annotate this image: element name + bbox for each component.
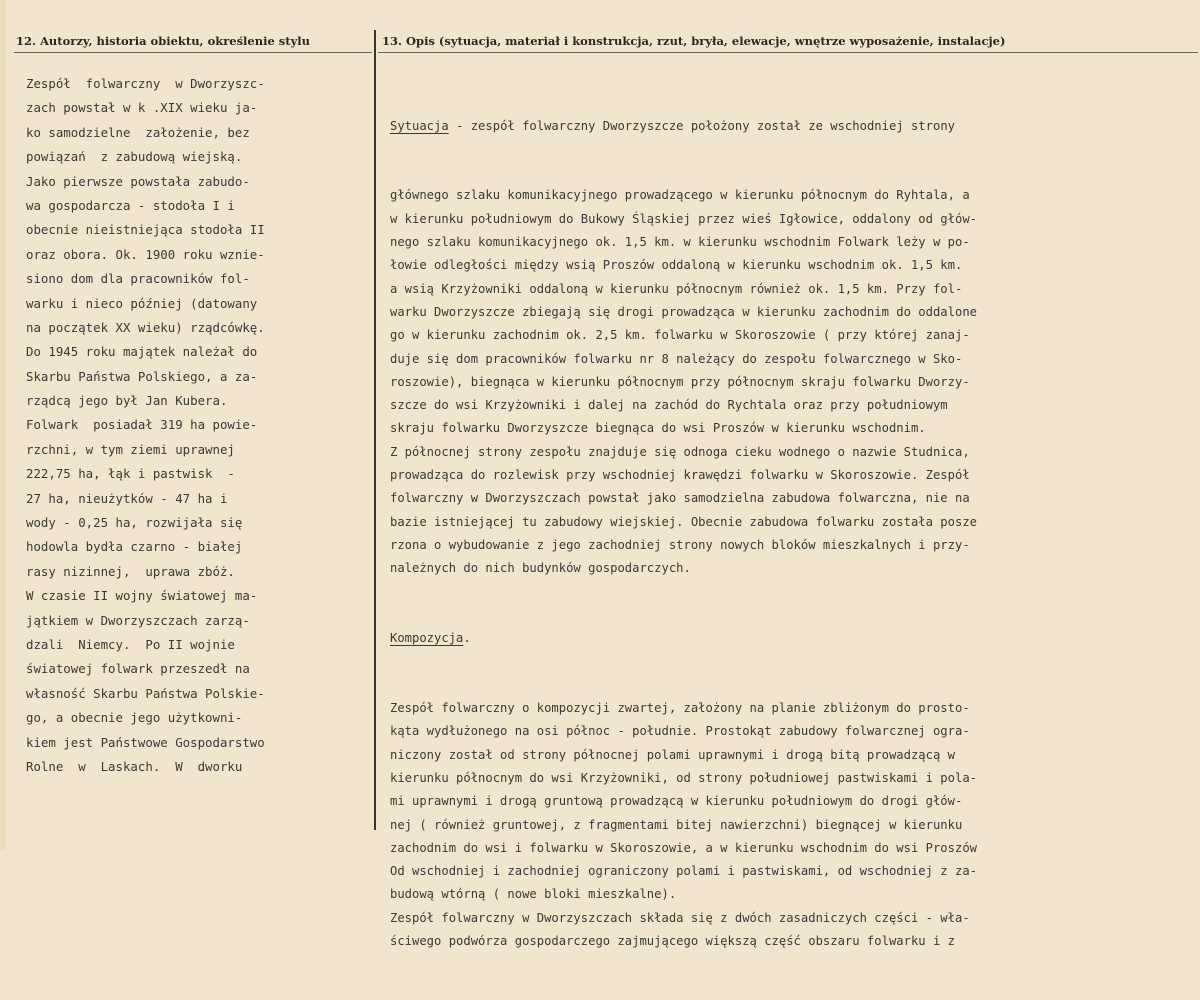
text-line: skraju folwarku Dworzyszcze biegnąca do wsi Proszów w kierunku wschodnim. — [390, 421, 926, 436]
column-divider — [374, 30, 376, 830]
text-line: W czasie II wojny światowej ma- — [26, 588, 258, 604]
text-line: ściwego podwórza gospodarczego zajmującego większą część obszaru folwarku i z — [390, 933, 955, 948]
text-line: zachodnim do wsi i folwarku w Skoroszowie, a w kierunku wschodnim do wsi Proszów — [390, 840, 977, 855]
text-line: go, a obecnie jego użytkowni- — [26, 710, 243, 726]
text-line: Jako pierwsze powstała zabudo- — [26, 173, 250, 189]
text-line: warku Dworzyszcze zbiegają się drogi prowadząca w kierunku zachodnim do oddalone — [390, 304, 977, 319]
text-line: Z północnej strony zespołu znajduje się odnoga cieku wodnego o nazwie Studnica, — [390, 444, 970, 459]
text-line: roszowie), biegnąca w kierunku północnym przy północnym skraju folwarku Dworzy- — [390, 374, 970, 389]
text-line: rzona o wybudowanie z jego zachodniej strony nowych bloków mieszkalnych i przy- — [390, 537, 970, 552]
text-line: oraz obora. Ok. 1900 roku wznie- — [26, 246, 265, 262]
text-line: w kierunku południowym do Bukowy Śląskiej przez wieś Igłowice, oddalony od głów- — [390, 211, 977, 226]
text-line: kierunku północnym do wsi Krzyżowniki, od strony południowej pastwiskami i pola- — [390, 770, 977, 785]
text-line: dzali Niemcy. Po II wojnie — [26, 636, 235, 652]
text-line: Zespół folwarczny o kompozycji zwartej, założony na planie zbliżonym do prosto- — [390, 701, 970, 716]
text-line: własność Skarbu Państwa Polskie- — [26, 685, 265, 701]
text-line: budową wtórną ( nowe bloki mieszkalne). — [390, 887, 677, 902]
text-line: hodowla bydła czarno - białej — [26, 539, 243, 555]
text-line: Folwark posiadał 319 ha powie- — [26, 417, 258, 433]
text-line: wa gospodarcza - stodoła I i — [26, 197, 235, 213]
text-line: nej ( również gruntowej, z fragmentami bitej nawierzchni) biegnącej w kierunku — [390, 817, 963, 832]
text-line: niczony został od strony północnej polami uprawnymi i drogą bitą prowadzącą w — [390, 747, 955, 762]
text-line: a wsią Krzyżowniki oddaloną w kierunku północnym również ok. 1,5 km. Przy fol- — [390, 281, 963, 296]
text-line: 27 ha, nieużytków - 47 ha i — [26, 490, 228, 506]
text-line: nego szlaku komunikacyjnego ok. 1,5 km. w kierunku wschodnim Folwark leży w po- — [390, 235, 970, 250]
text-line: duje się dom pracowników folwarku nr 8 należący do zespołu folwarcznego w Sko- — [390, 351, 963, 366]
text-line: Do 1945 roku majątek należał do — [26, 344, 258, 360]
section-13-header: 13. Opis (sytuacja, materiał i konstrukcja, rzut, bryła, elewacje, wnętrze wyposażenie, instalacje) — [382, 34, 1006, 48]
text-line: folwarczny w Dworzyszczach powstał jako samodzielna zabudowa folwarczna, nie na — [390, 491, 970, 506]
text-line: obecnie nieistniejąca stodoła II — [26, 222, 265, 238]
text-line: warku i nieco później (datowany — [26, 295, 258, 311]
header-rule-right — [378, 52, 1198, 53]
text-line: go w kierunku zachodnim ok. 2,5 km. folwarku w Skoroszowie ( przy której zanaj- — [390, 328, 970, 343]
text-line: rzchni, w tym ziemi uprawnej — [26, 441, 235, 457]
section-12-header: 12. Autorzy, historia obiektu, określenie stylu — [16, 34, 310, 48]
header-rule-left — [14, 52, 372, 53]
text-line: światowej folwark przeszedł na — [26, 661, 250, 677]
situation-first-line: Sytuacja - zespół folwarczny Dworzyszcze położony został ze wschodniej strony — [390, 118, 955, 133]
text-line: Skarbu Państwa Polskiego, a za- — [26, 368, 258, 384]
text-line: wody - 0,25 ha, rozwijała się — [26, 515, 243, 531]
text-line: łowie odległości między wsią Proszów oddaloną w kierunku wschodnim ok. 1,5 km. — [390, 258, 963, 273]
text-line: Zespół folwarczny w Dworzyszczach składa się z dwóch zasadniczych części - wła- — [390, 910, 970, 925]
text-line: powiązań z zabudową wiejską. — [26, 149, 243, 165]
text-line: głównego szlaku komunikacyjnego prowadzącego w kierunku północnym do Ryhtala, a — [390, 188, 970, 203]
text-line: rządcą jego był Jan Kubera. — [26, 393, 228, 409]
composition-heading-line: Kompozycja. — [390, 631, 471, 646]
text-line: siono dom dla pracowników fol- — [26, 271, 250, 287]
text-line: należnych do nich budynków gospodarczych. — [390, 561, 691, 576]
text-line: bazie istniejącej tu zabudowy wiejskiej. Obecnie zabudowa folwarku została posze — [390, 514, 977, 529]
description-text-column — [390, 68, 1200, 1000]
text-line: rasy nizinnej, uprawa zbóż. — [26, 563, 235, 579]
text-line: kiem jest Państwowe Gospodarstwo — [26, 734, 265, 750]
text-line: na początek XX wieku) rządcówkę. — [26, 319, 265, 335]
text-line: kąta wydłużonego na osi północ - południe. Prostokąt zabudowy folwarcznej ogra- — [390, 724, 970, 739]
text-line: zach powstał w k .XIX wieku ja- — [26, 100, 258, 116]
text-line: Rolne w Laskach. W dworku — [26, 758, 243, 774]
text-line: ko samodzielne założenie, bez — [26, 124, 250, 140]
text-line: Od wschodniej i zachodniej ograniczony polami i pastwiskami, od wschodniej z za- — [390, 864, 977, 879]
situation-heading: Sytuacja — [390, 118, 449, 133]
text-line: prowadząca do rozlewisk przy wschodniej krawędzi folwarku w Skoroszowie. Zespół — [390, 468, 970, 483]
text-line: Zespół folwarczny w Dworzyszc- — [26, 76, 265, 91]
composition-heading: Kompozycja — [390, 631, 464, 646]
text-line: jątkiem w Dworzyszczach zarzą- — [26, 612, 250, 628]
text-line: mi uprawnymi i drogą gruntową prowadzącą w kierunku południowym do drogi głów- — [390, 794, 963, 809]
history-text-column — [26, 72, 366, 779]
text-line: szcze do wsi Krzyżowniki i dalej na zachód do Rychtala oraz przy południowym — [390, 398, 948, 413]
text-line: 222,75 ha, łąk i pastwisk - — [26, 466, 235, 482]
